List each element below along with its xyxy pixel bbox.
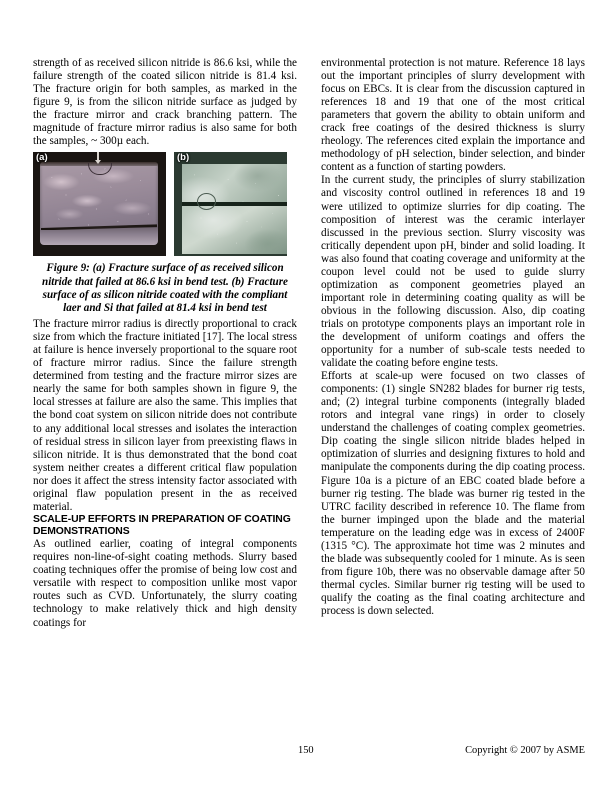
right-column <box>321 57 585 722</box>
right-paragraph-1: environmental protection is not mature. Reference 18 lays out the important principles of slurry development with focus on EBCs. It is clear from the discussion captured in references 18 and 19 that one of the most critical parameters that govern the ability to obtain uniform and crack free coatings of the desired thickness is slurry rheology. The references cited explain the importance and methodology of pH selection, binder selection, and binder content as a function of starting powders. <box>321 57 585 174</box>
left-paragraph-1: strength of as received silicon nitride is 86.6 ksi, while the failure strength of the coated silicon nitride is 81.4 ksi. The fracture origin for both samples, as marked in the figure 9, is from the silicon nitride surface as judged by the fracture mirror and crack branching pattern. The magnitude of fracture mirror radius is also same for both the samples, ~ 300µ each. <box>33 57 297 148</box>
page-footer <box>33 745 585 761</box>
figure-9 <box>33 152 297 315</box>
left-paragraph-2: The fracture mirror radius is directly proportional to crack size from which the fracture initiated [17]. The local stress at failure is hence inversely proportional to the square root of fracture mirror radius. Since the failure strength determined from testing and the fracture mirror sizes are nearly the same for both samples shown in figure 9, the local stresses at failure are also the same. This implies that the bond coat system on silicon nitride does not contribute to any additional local stresses and isolates the interaction of residual stress in silicon layer from preexisting flaws in silicon nitride. It is thus demonstrated that the bond coat system neither creates a different critical flaw population nor does it affect the stress intensity factor associated with original flaw population present in the as received material. <box>33 318 297 513</box>
figure-9a-label: (a) <box>36 152 48 164</box>
page-number: 150 <box>298 745 314 756</box>
figure-9b-micrograph <box>174 152 287 256</box>
section-heading-scale-up: SCALE-UP EFFORTS IN PREPARATION OF COATING DEMONSTRATIONS <box>33 513 291 538</box>
figure-9b-label: (b) <box>177 152 190 164</box>
right-paragraph-3: Efforts at scale-up were focused on two classes of components: (1) single SN282 blades for burner rig tests, and; (2) integral turbine components (integrally bladed rotors and integral vane rings) in order to closely understand the challenges of coating complex geometries. Dip coating the single silicon nitride blades helped in optimization of slurries and designing fixtures to hold and manipulate the components during the dip coating process. Figure 10a is a picture of an EBC coated blade before a burner rig testing. The blade was burner rig tested in the UTRC facility described in reference 10. The flame from the burner impinged upon the blade and the material temperature on the leading edge was in excess of 2400F (1315 °C). The approximate hot time was 2 minutes and the blade was subsequently cooled for 1 minute. As is seen from figure 10b, there was no observable damage after 50 thermal cycles. Similar burner rig testing will be used to qualify the coating as the final coating architecture and process is down selected. <box>321 370 585 617</box>
left-column <box>33 57 297 722</box>
figure-9a-micrograph <box>33 152 166 256</box>
two-column-layout <box>33 57 585 722</box>
specimen-texture-b <box>182 164 287 254</box>
fracture-origin-arrow-icon <box>97 152 99 161</box>
copyright-notice: Copyright © 2007 by ASME <box>465 745 585 756</box>
figure-9-images <box>33 152 297 256</box>
figure-9-caption: Figure 9: (a) Fracture surface of as received silicon nitride that failed at 86.6 ksi in bend test. (b) Fracture surface of as silicon nitride coated with the compliant laer and Si that failed at 81.4 ksi in bend test <box>42 262 288 314</box>
left-paragraph-3: As outlined earlier, coating of integral components requires non-line-of-sight coating methods. Slurry based coating techniques offer the promise of being low cost and versatile with respect to composition unlike most vapor routes such as CVD. Unfortunately, the slurry coating technology to make relatively thick and high density coatings for <box>33 538 297 629</box>
right-paragraph-2: In the current study, the principles of slurry stabilization and viscosity control outlined in references 18 and 19 were utilized to optimize slurries for dip coating. The composition of interest was the ceramic interlayer discussed in the previous section. Slurry viscosity was critically dependent upon pH, binder and solid loading. It was also found that coating coverage and uniformity at the coupon level could not be used to guide slurry optimization as component geometries played an important role in determining coating quality as will be obvious in the following discussion. Also, dip coating trials on prototype components plays an important role in the development of uniform coatings and offers the opportunity for a number of sub-scale tests needed to validate the coating before engine tests. <box>321 174 585 370</box>
